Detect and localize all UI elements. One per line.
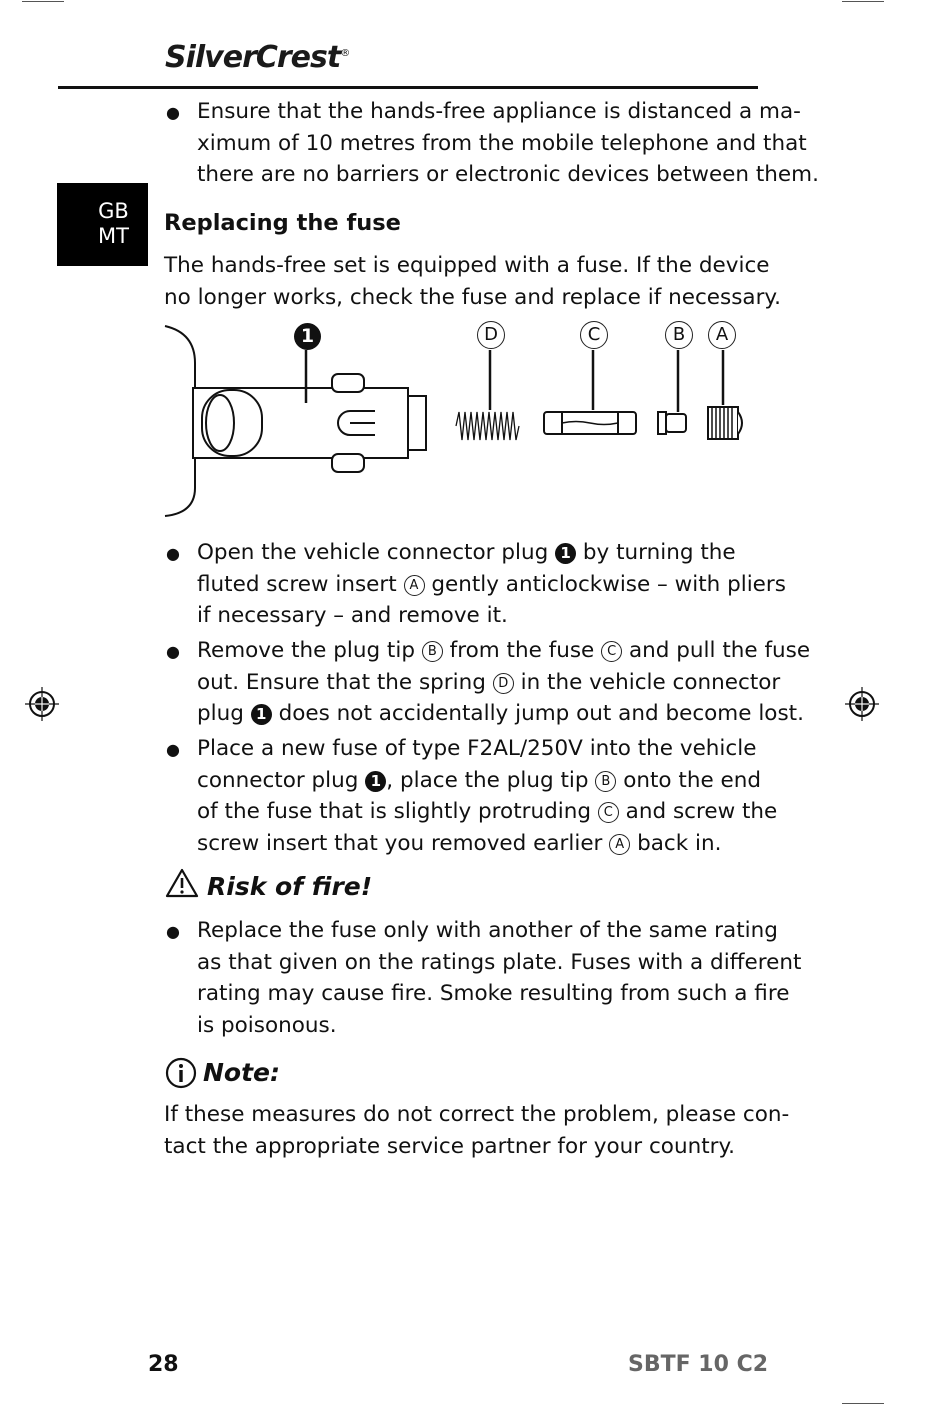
text-line <box>197 537 786 569</box>
text-line: rating may cause fire. Smoke resulting from such a fire <box>197 981 790 1006</box>
step-insert-fuse <box>197 733 777 859</box>
text-line: Replace the fuse only with another of the same rating <box>197 918 778 943</box>
text-span: connector plug <box>197 767 359 793</box>
text-line <box>197 796 777 828</box>
step-remove-tip <box>197 635 810 730</box>
bullet-dot: ● <box>166 544 180 563</box>
section-heading: Replacing the fuse <box>164 210 401 236</box>
registration-mark-icon <box>845 687 879 721</box>
text-span: from the fuse <box>449 638 595 663</box>
crop-mark <box>842 1 884 2</box>
connector-housing <box>165 326 195 516</box>
step-open-plug <box>197 537 786 632</box>
text-span: and screw the <box>625 799 778 824</box>
callout-d: D <box>477 321 505 349</box>
text-span: back in. <box>637 830 722 856</box>
ref-c: C <box>598 802 619 823</box>
text-span: does not accidentally jump out and become lost. <box>278 701 804 726</box>
text-span: in the vehicle connector <box>520 669 781 695</box>
text-span: gently anticlockwise – with pliers <box>431 571 786 597</box>
callout-a: A <box>708 321 736 349</box>
callout-c: C <box>580 321 608 349</box>
text-line: as that given on the ratings plate. Fuses with a different <box>197 949 802 975</box>
text-span: by turning the <box>582 540 736 565</box>
text-span: of the fuse that is slightly protruding <box>197 799 591 824</box>
ref-1: 1 <box>555 543 576 564</box>
info-icon <box>165 1057 197 1089</box>
warning-text <box>197 915 801 1041</box>
bullet-dot: ● <box>166 922 180 941</box>
text-line <box>197 667 810 699</box>
language-tab <box>57 183 148 266</box>
intro-bullet-text <box>197 96 819 191</box>
text-line: is poisonous. <box>197 1012 337 1038</box>
bullet-dot: ● <box>166 103 180 122</box>
fuse-assembly-diagram <box>160 318 750 523</box>
model-number: SBTF 10 C2 <box>628 1352 769 1377</box>
text-span: and pull the fuse <box>628 638 811 663</box>
crop-mark <box>842 1403 884 1404</box>
page-number: 28 <box>148 1352 179 1377</box>
ref-b: B <box>422 641 443 662</box>
ref-a: A <box>404 575 425 596</box>
text-line: Place a new fuse of type F2AL/250V into the vehicle <box>197 736 757 761</box>
warning-title: Risk of fire! <box>207 872 373 901</box>
text-line: If these measures do not correct the problem, please con- <box>164 1102 790 1127</box>
text-line: if necessary – and remove it. <box>197 603 508 628</box>
language-code-mt: MT <box>98 224 129 248</box>
text-line <box>197 698 810 730</box>
note-text <box>164 1099 789 1162</box>
text-line: ximum of 10 metres from the mobile telephone and that <box>197 130 807 156</box>
text-span: fluted screw insert <box>197 571 397 597</box>
registration-mark-icon <box>25 687 59 721</box>
text-line <box>197 828 777 860</box>
text-line: there are no barriers or electronic devices between them. <box>197 162 819 187</box>
language-code-gb: GB <box>98 199 129 223</box>
ref-a: A <box>609 834 630 855</box>
ref-1: 1 <box>251 704 272 725</box>
ref-b: B <box>595 771 616 792</box>
text-line: tact the appropriate service partner for your country. <box>164 1133 735 1159</box>
section-paragraph <box>164 250 781 313</box>
text-span: , place the plug tip <box>386 767 589 793</box>
callout-1: 1 <box>294 323 321 350</box>
registered-mark: ® <box>340 48 350 59</box>
text-span: screw insert that you removed earlier <box>197 830 603 856</box>
plug-tip-b <box>658 412 666 434</box>
bullet-dot: ● <box>166 740 180 759</box>
text-span: Remove the plug tip <box>197 638 415 663</box>
text-span: out. Ensure that the spring <box>197 669 486 695</box>
text-span: onto the end <box>623 767 762 793</box>
spring-d <box>456 412 519 440</box>
note-title: Note: <box>203 1058 281 1087</box>
bullet-dot: ● <box>166 642 180 661</box>
ref-c: C <box>601 641 622 662</box>
callout-b: B <box>665 321 693 349</box>
text-line <box>197 765 777 797</box>
header-rule <box>58 86 758 89</box>
brand-name: SilverCrest <box>165 40 341 75</box>
text-line <box>197 635 810 667</box>
text-span: plug <box>197 701 244 726</box>
text-line <box>197 569 786 601</box>
ref-d: D <box>493 673 514 694</box>
text-line: Ensure that the hands-free appliance is distanced a ma- <box>197 99 801 124</box>
crop-mark <box>22 1 64 2</box>
text-line: no longer works, check the fuse and replace if necessary. <box>164 284 781 310</box>
text-line: The hands-free set is equipped with a fuse. If the device <box>164 253 770 278</box>
brand-logo <box>165 40 349 75</box>
warning-triangle-icon <box>165 868 199 898</box>
text-span: Open the vehicle connector plug <box>197 540 549 565</box>
ref-1: 1 <box>365 771 386 792</box>
